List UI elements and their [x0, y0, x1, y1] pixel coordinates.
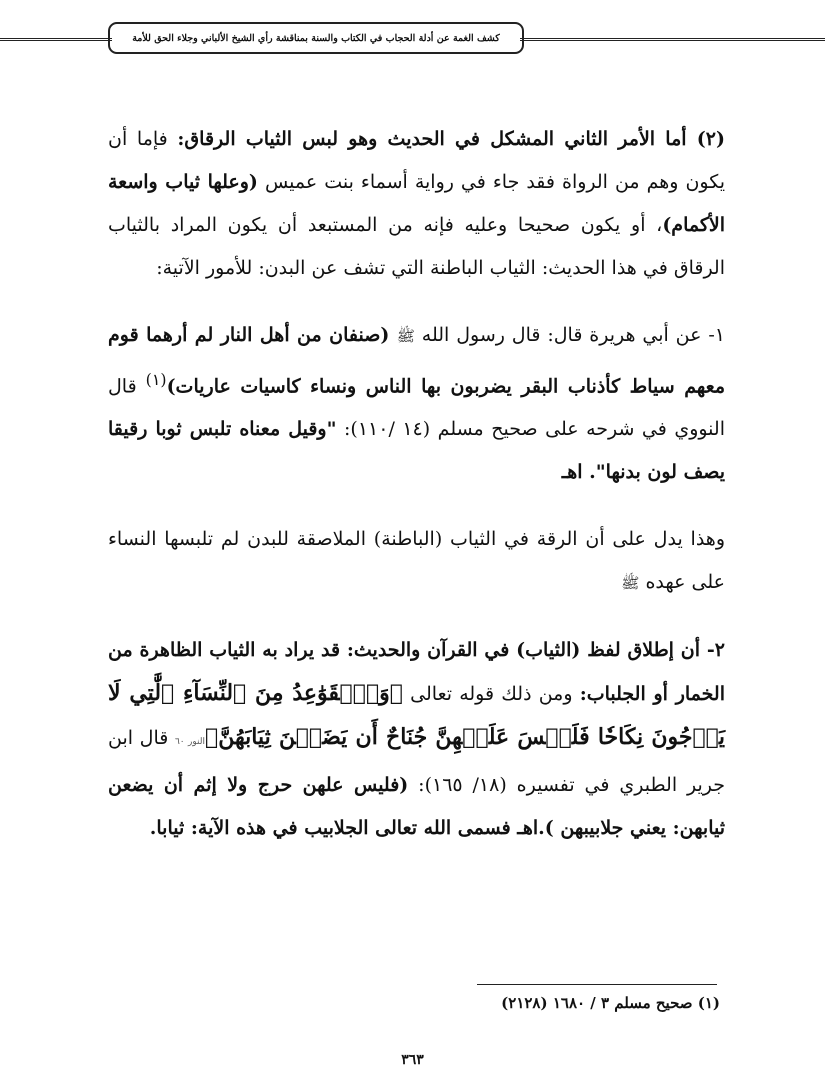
salutation-icon-2: ﷺ: [621, 574, 640, 593]
footnote-ref[interactable]: (١): [145, 370, 167, 389]
header-rule-left: [0, 38, 112, 41]
p2-text-b: قال النووي في شرحه على صحيح مسلم (١٤ /١١٠):: [108, 375, 725, 441]
page-number: ٣٦٣: [401, 1052, 424, 1068]
paragraph-3: [108, 518, 725, 605]
p2-bold-b: "وقيل معناه تلبس ثوبا رقيقا يصف لون بدنها". اهـ: [108, 418, 725, 484]
p2-bold-a: (صنفان من أهل النار لم أرهما قوم معهم سياط كأذناب البقر يضربون بها الناس ونساء كاسيات عاريات): [108, 324, 725, 398]
quran-verse: وَٱلۡقَوَٰعِدُ مِنَ ٱلنِّسَآءِ ٱلَّٰتِي لَا يَرۡجُونَ نِكَاحٗا فَلَيۡسَ عَلَيۡهِنَّ جُنَاحٌ أَن يَضَعۡنَ ثِيَابَهُنَّ: [108, 680, 726, 751]
verse-close: ﴾: [205, 724, 219, 751]
header-rule-right: [520, 38, 825, 41]
p4-text-a: ومن ذلك قوله تعالى: [402, 683, 580, 706]
paragraph-2: [108, 314, 725, 494]
page-body: [108, 118, 725, 870]
p4-bold-a: ٢- أن إطلاق لفظ (الثياب) في القرآن والحديث: قد يراد به الثياب الظاهرة من الخمار أو الجلباب:: [108, 639, 725, 706]
p1-text-a: فإما أن يكون وهم من الرواة فقد جاء في رواية أسماء بنت عميس: [108, 128, 725, 193]
paragraph-1: [108, 118, 725, 290]
footnote: (١) صحيح مسلم ٣ / ١٦٨٠ (٢١٢٨): [501, 994, 720, 1012]
running-header: [0, 18, 825, 62]
p4-text-b: قال ابن جرير الطبري في تفسيره (١٨/ ١٦٥):: [108, 727, 725, 797]
p2-text-a: ١- عن أبي هريرة قال: قال رسول الله: [414, 324, 725, 346]
p1-text-b: ، أو يكون صحيحا وعليه فإنه من المستبعد أن يكون المراد بالثياب الرقاق في هذا الحديث: الثياب الباطنة التي تشف عن البدن: للأمور الآتية:: [108, 214, 725, 279]
p1-heading: (٢) أما الأمر الثاني المشكل في الحديث وهو لبس الثياب الرقاق:: [177, 128, 725, 150]
p3-text: وهذا يدل على أن الرقة في الثياب (الباطنة) الملاصقة للبدن لم تلبسها النساء على عهده: [108, 528, 725, 594]
sura-reference: النور ٦٠: [174, 737, 206, 748]
p4-bold-b: (فليس علهن حرج ولا إثم أن يضعن ثيابهن: يعني جلابيبهن ).اهـ فسمى الله تعالى الجلابيب في هذه الآية: ثيابا.: [108, 774, 725, 840]
paragraph-4: [108, 629, 725, 850]
p1-bold: (وعلها ثياب واسعة الأكمام): [108, 171, 725, 236]
footnote-divider: [477, 984, 717, 985]
running-title: كشف الغمة عن أدلة الحجاب في الكتاب والسنة بمناقشة رأي الشيخ الألباني وجلاء الحق للأمة: [108, 22, 524, 54]
salutation-icon: ﷺ: [396, 327, 415, 345]
verse-open: ﴿: [389, 680, 403, 707]
